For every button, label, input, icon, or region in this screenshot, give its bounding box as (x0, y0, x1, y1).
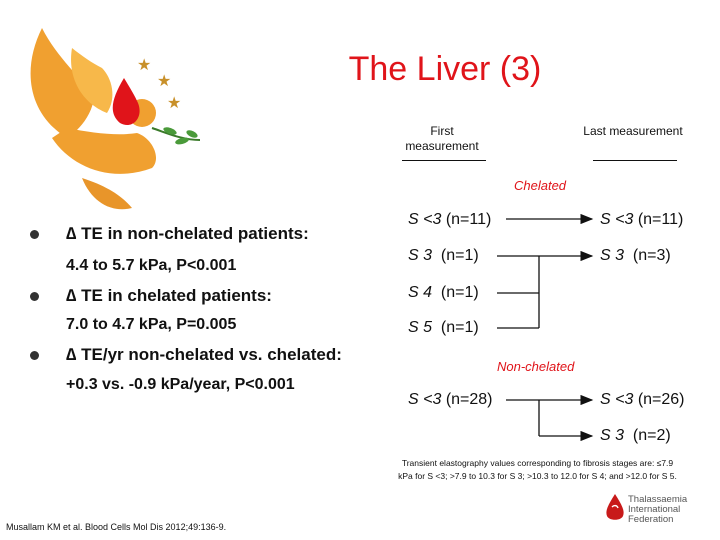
svg-text:★: ★ (157, 73, 172, 90)
bullet-sub-1: 4.4 to 5.7 kPa, P<0.001 (66, 257, 237, 274)
footnote (360, 457, 715, 483)
stage-label: S <3 (408, 211, 442, 228)
reference-citation: Musallam KM et al. Blood Cells Mol Dis 2012;49:136-9. (6, 522, 227, 532)
stage-count: (n=11) (445, 211, 492, 228)
stage-count: (n=28) (445, 391, 493, 408)
bullet-head-2: ∆ TE in chelated patients: (66, 286, 272, 305)
stage-label: S 3 (408, 247, 433, 264)
bullet-head-1: ∆ TE in non-chelated patients: (66, 224, 309, 243)
bullet-sub-3: +0.3 vs. -0.9 kPa/year, P<0.001 (66, 376, 295, 393)
stage-count: (n=11) (637, 211, 684, 228)
footnote-line: Transient elastography values corresponding to fibrosis stages are: ≤7.9 (401, 458, 674, 468)
stage-label: S <3 (600, 391, 634, 408)
stage-label: S 5 (408, 319, 433, 336)
bullet-head-3: ∆ TE/yr non-chelated vs. chelated: (66, 345, 342, 364)
last-measurement-header: Last measurement (583, 124, 683, 138)
stage-count: (n=2) (632, 427, 671, 444)
slide-title: The Liver (3) (348, 50, 542, 88)
stage-count: (n=3) (632, 247, 671, 264)
stage-label: S <3 (408, 391, 442, 408)
stage-count: (n=26) (637, 391, 685, 408)
stage-count: (n=1) (440, 247, 479, 264)
footnote-line: kPa for S <3; >7.9 to 10.3 for S 3; >10.3 to 12.0 for S 4; and >12.0 for S 5. (398, 471, 677, 481)
stage-count: (n=1) (440, 319, 479, 336)
tif-logo-line: Thalassaemia (628, 494, 688, 505)
stage-count: (n=1) (440, 284, 479, 301)
bullet-sub-2: 7.0 to 4.7 kPa, P=0.005 (66, 316, 237, 333)
stage-label: S 3 (600, 247, 625, 264)
stage-label: S 4 (408, 284, 433, 301)
stage-label: S <3 (600, 211, 634, 228)
first-measurement-header: First measurement (405, 124, 479, 153)
chelated-label: Chelated (514, 178, 567, 193)
svg-text:★: ★ (167, 95, 182, 112)
svg-text:★: ★ (137, 57, 152, 74)
tif-drop-icon (604, 493, 626, 523)
nonchelated-label: Non-chelated (497, 359, 575, 374)
tif-logo-line: Federation (628, 514, 674, 525)
tif-logo-text (628, 495, 687, 525)
tif-logo-line: International (628, 504, 681, 515)
stage-label: S 3 (600, 427, 625, 444)
